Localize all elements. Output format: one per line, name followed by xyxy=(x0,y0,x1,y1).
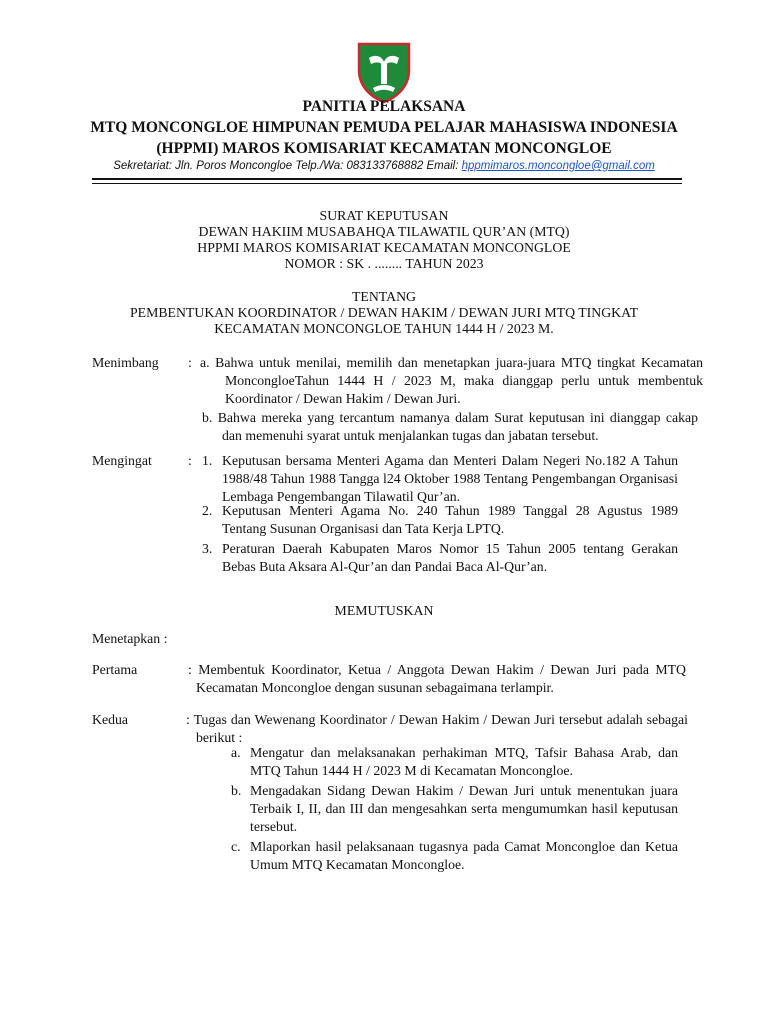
kedua-text: : Tugas dan Wewenang Koordinator / Dewan Hakim / Dewan Juri tersebut adalah sebagai berikut : xyxy=(186,712,688,745)
kedua-item-c: Mlaporkan hasil pelaksanaan tugasnya pada Camat Moncongloe dan Ketua Umum MTQ Kecamatan Moncongloe. xyxy=(250,839,678,872)
tentang-heading: TENTANG xyxy=(351,289,417,304)
menimbang-item-b: b. Bahwa mereka yang tercantum namanya dalam Surat keputusan ini dianggap cakap dan memenuhi syarat untuk menjalankan tugas dan jabatan tersebut. xyxy=(202,410,698,443)
letterhead-line-1: PANITIA PELAKSANA xyxy=(302,98,466,115)
kedua-item-b: Mengadakan Sidang Dewan Hakim / Dewan Juri untuk menentukan juara Terbaik I, II, dan III dan mengesahkan serta mengumumkan hasil keputusan tersebut. xyxy=(250,783,678,834)
mengingat-item-3-num: 3. xyxy=(202,541,213,556)
doc-title-line-3: HPPMI MAROS KOMISARIAT KECAMATAN MONCONGLOE xyxy=(197,240,571,255)
mengingat-item-2: Keputusan Menteri Agama No. 240 Tahun 1989 Tanggal 28 Agustus 1989 Tentang Susunan Organisasi dan Tata Kerja LPTQ. xyxy=(222,503,678,536)
kedua-item-b-num: b. xyxy=(231,783,242,798)
menimbang-label: Menimbang xyxy=(92,355,159,370)
menetapkan-label: Menetapkan : xyxy=(92,631,168,646)
letterhead-line-2: MTQ MONCONGLOE HIMPUNAN PEMUDA PELAJAR MAHASISWA INDONESIA xyxy=(90,119,678,136)
kedua-item-a: Mengatur dan melaksanakan perhakiman MTQ, Tafsir Bahasa Arab, dan MTQ Tahun 1444 H / 2023 M di Kecamatan Moncongloe. xyxy=(250,745,678,778)
doc-number: NOMOR : SK . ........ TAHUN 2023 xyxy=(284,256,484,271)
email-link[interactable]: hppmimaros.moncongloe@gmail.com xyxy=(461,160,655,172)
menimbang-item-a: a. Bahwa untuk menilai, memilih dan menetapkan juara-juara MTQ tingkat Kecamatan MoncongloeTahun 1444 H / 2023 M, maka dianggap perlu untuk membentuk Koordinator / Dewan Hakim / Dewan Juri. xyxy=(200,355,703,406)
mengingat-item-2-num: 2. xyxy=(202,503,213,518)
mengingat-item-3: Peraturan Daerah Kabupaten Maros Nomor 15 Tahun 2005 tentang Gerakan Bebas Buta Aksara Al-Qur’an dan Pandai Baca Al-Qur’an. xyxy=(222,541,678,574)
memutuskan-heading: MEMUTUSKAN xyxy=(334,603,434,618)
kedua-item-a-num: a. xyxy=(231,745,241,760)
mengingat-colon: : xyxy=(188,453,192,468)
doc-title: SURAT KEPUTUSAN xyxy=(319,208,449,223)
subject-line-2: KECAMATAN MONCONGLOE TAHUN 1444 H / 2023 M. xyxy=(214,321,554,336)
mengingat-label: Mengingat xyxy=(92,453,152,468)
doc-title-line-2: DEWAN HAKIIM MUSABAHQA TILAWATIL QUR’AN (MTQ) xyxy=(198,224,570,239)
pertama-label: Pertama xyxy=(92,662,138,677)
pertama-text: : Membentuk Koordinator, Ketua / Anggota Dewan Hakim / Dewan Juri pada MTQ Kecamatan Moncongloe dengan susunan sebagaimana terlampir. xyxy=(188,662,686,695)
letterhead-line-3: (HPPMI) MAROS KOMISARIAT KECAMATAN MONCONGLOE xyxy=(156,140,612,157)
mengingat-item-1-num: 1. xyxy=(202,453,213,468)
header-rule-thin xyxy=(92,183,682,184)
header-rule-thick xyxy=(92,178,682,180)
kedua-label: Kedua xyxy=(92,712,129,727)
menimbang-colon: : xyxy=(188,355,192,370)
secretariat-line xyxy=(0,160,768,172)
mengingat-item-1: Keputusan bersama Menteri Agama dan Menteri Dalam Negeri No.182 A Tahun 1988/48 Tahun 1988 Tangga l24 Oktober 1988 Tentang Pengembangan Organisasi Lembaga Pengembangan Tilawatil Qur’an. xyxy=(222,453,678,504)
hppmi-logo xyxy=(355,40,413,104)
kedua-item-c-num: c. xyxy=(231,839,241,854)
secretariat-label: Sekretariat: Jln. Poros Moncongloe Telp./Wa: 083133768882 Email: xyxy=(113,160,462,172)
subject-line-1: PEMBENTUKAN KOORDINATOR / DEWAN HAKIM / DEWAN JURI MTQ TINGKAT xyxy=(129,305,639,320)
